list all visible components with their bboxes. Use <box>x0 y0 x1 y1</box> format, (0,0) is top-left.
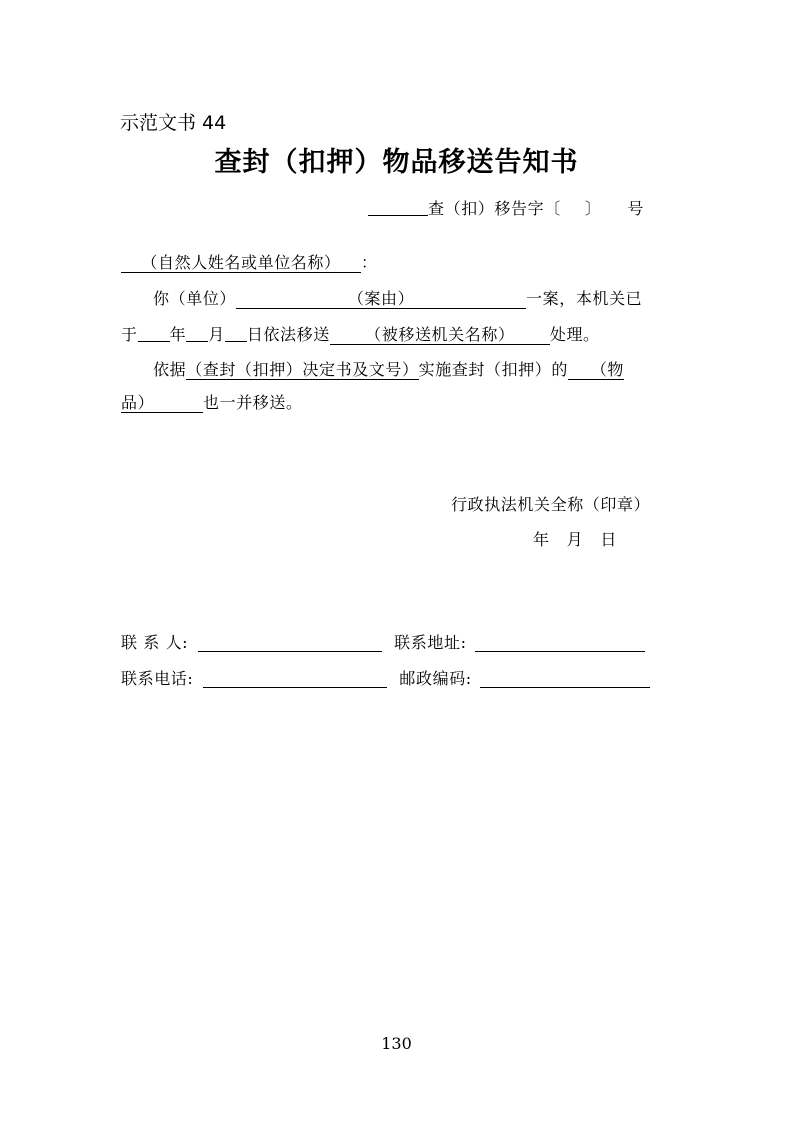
addressee-colon: ： <box>361 253 378 272</box>
p1-prefix: 你（单位） <box>153 289 237 308</box>
p2-yu: 于 <box>121 325 138 344</box>
p2-month: 月 <box>208 325 225 344</box>
items-field-part-b: 品） <box>121 394 203 413</box>
p2-suffix: 处理。 <box>549 325 600 344</box>
year-blank <box>138 323 170 342</box>
document-number-line <box>368 196 644 219</box>
document-number-label: 查（扣）移告字〔 <box>428 199 561 218</box>
p2-day-text: 日依法移送 <box>246 325 330 344</box>
paragraph-line-3 <box>153 357 624 380</box>
signature-date: 年 月 日 <box>533 530 617 549</box>
month-blank <box>186 323 208 342</box>
p3-prefix: 依据 <box>153 360 187 379</box>
decision-basis-field: （查封（扣押）决定书及文号） <box>186 360 419 379</box>
contact-address-label: 联系地址: <box>394 633 467 652</box>
p3-mid: 实施查封（扣押）的 <box>418 360 569 379</box>
paragraph-line-4 <box>121 390 303 413</box>
contact-row-2 <box>121 666 650 689</box>
day-blank <box>225 323 247 342</box>
case-cause-field: （案由） <box>236 290 526 309</box>
postcode-field <box>480 669 650 688</box>
addressee-line <box>121 250 378 273</box>
postcode-label: 邮政编码: <box>399 669 472 688</box>
page-number: 130 <box>381 1034 412 1053</box>
paragraph-line-2 <box>121 322 600 345</box>
document-number-bracket-close: 〕 <box>584 199 602 218</box>
document-number-suffix: 号 <box>627 199 645 218</box>
receiving-agency-field: （被移送机关名称） <box>330 326 550 345</box>
document-number-prefix-blank <box>368 197 428 216</box>
document-title: 查封（扣押）物品移送告知书 <box>214 147 579 178</box>
addressee-field: （自然人姓名或单位名称） <box>121 254 361 273</box>
contact-row-1 <box>121 630 645 653</box>
signature-agency: 行政执法机关全称（印章） <box>451 495 651 514</box>
contact-person-field <box>198 633 382 652</box>
p2-year: 年 <box>169 325 187 344</box>
items-field-part-a: （物 <box>568 361 624 380</box>
contact-phone-label: 联系电话: <box>121 669 194 688</box>
contact-person-label: 联 系 人: <box>121 633 189 652</box>
paragraph-line-1 <box>153 286 642 309</box>
p1-suffix: 一案，本机关已 <box>526 289 643 308</box>
p4-suffix: 也一并移送。 <box>203 393 303 412</box>
document-series-label: 示范文书 44 <box>120 112 227 134</box>
contact-address-field <box>475 633 645 652</box>
contact-phone-field <box>203 669 387 688</box>
